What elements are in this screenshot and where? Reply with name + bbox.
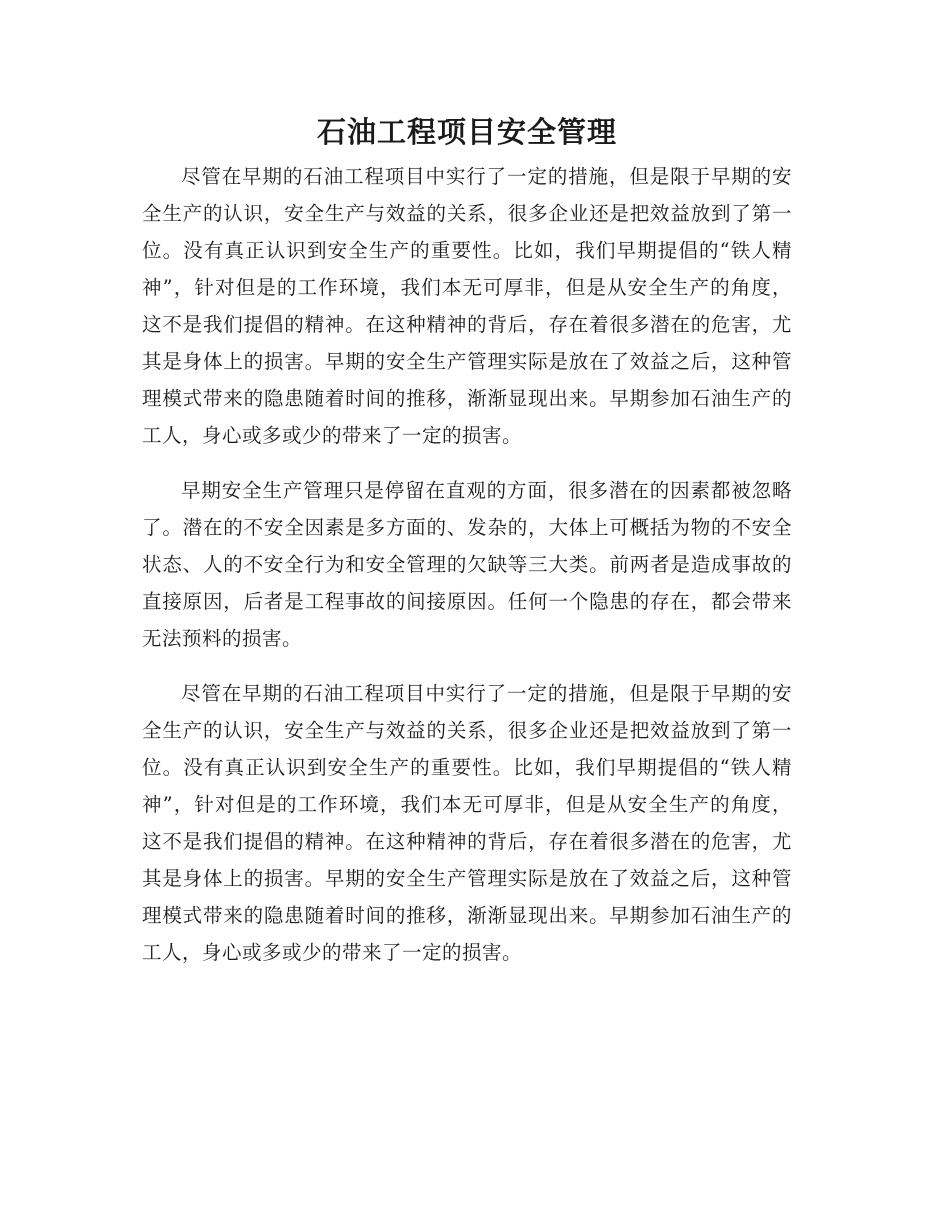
paragraph-2: 早期安全生产管理只是停留在直观的方面，很多潜在的因素都被忽略了。潜在的不安全因素是多方面的、发杂的，大体上可概括为物的不安全状态、人的不安全行为和安全管理的欠缺等三大类。前两者是造成事故的直接原因，后者是工程事故的间接原因。任何一个隐患的存在，都会带来无法预料的损害。 [142,479,792,650]
paragraph-1: 尽管在早期的石油工程项目中实行了一定的措施，但是限于早期的安全生产的认识，安全生产与效益的关系，很多企业还是把效益放到了第一位。没有真正认识到安全生产的重要性。比如，我们早期提倡的“铁人精神”，针对但是的工作环境，我们本无可厚非，但是从安全生产的角度，这不是我们提倡的精神。在这种精神的背后，存在着很多潜在的危害，尤其是身体上的损害。早期的安全生产管理实际是放在了效益之后，这种管理模式带来的隐患随着时间的推移，渐渐显现出来。早期参加石油生产的工人，身心或多或少的带来了一定的损害。 [142,165,792,447]
document-page [142,108,792,989]
paragraph-3: 尽管在早期的石油工程项目中实行了一定的措施，但是限于早期的安全生产的认识，安全生产与效益的关系，很多企业还是把效益放到了第一位。没有真正认识到安全生产的重要性。比如，我们早期提倡的“铁人精神”，针对但是的工作环境，我们本无可厚非，但是从安全生产的角度，这不是我们提倡的精神。在这种精神的背后，存在着很多潜在的危害，尤其是身体上的损害。早期的安全生产管理实际是放在了效益之后，这种管理模式带来的隐患随着时间的推移，渐渐显现出来。早期参加石油生产的工人，身心或多或少的带来了一定的损害。 [142,682,792,964]
document-title: 石油工程项目安全管理 [316,115,617,149]
